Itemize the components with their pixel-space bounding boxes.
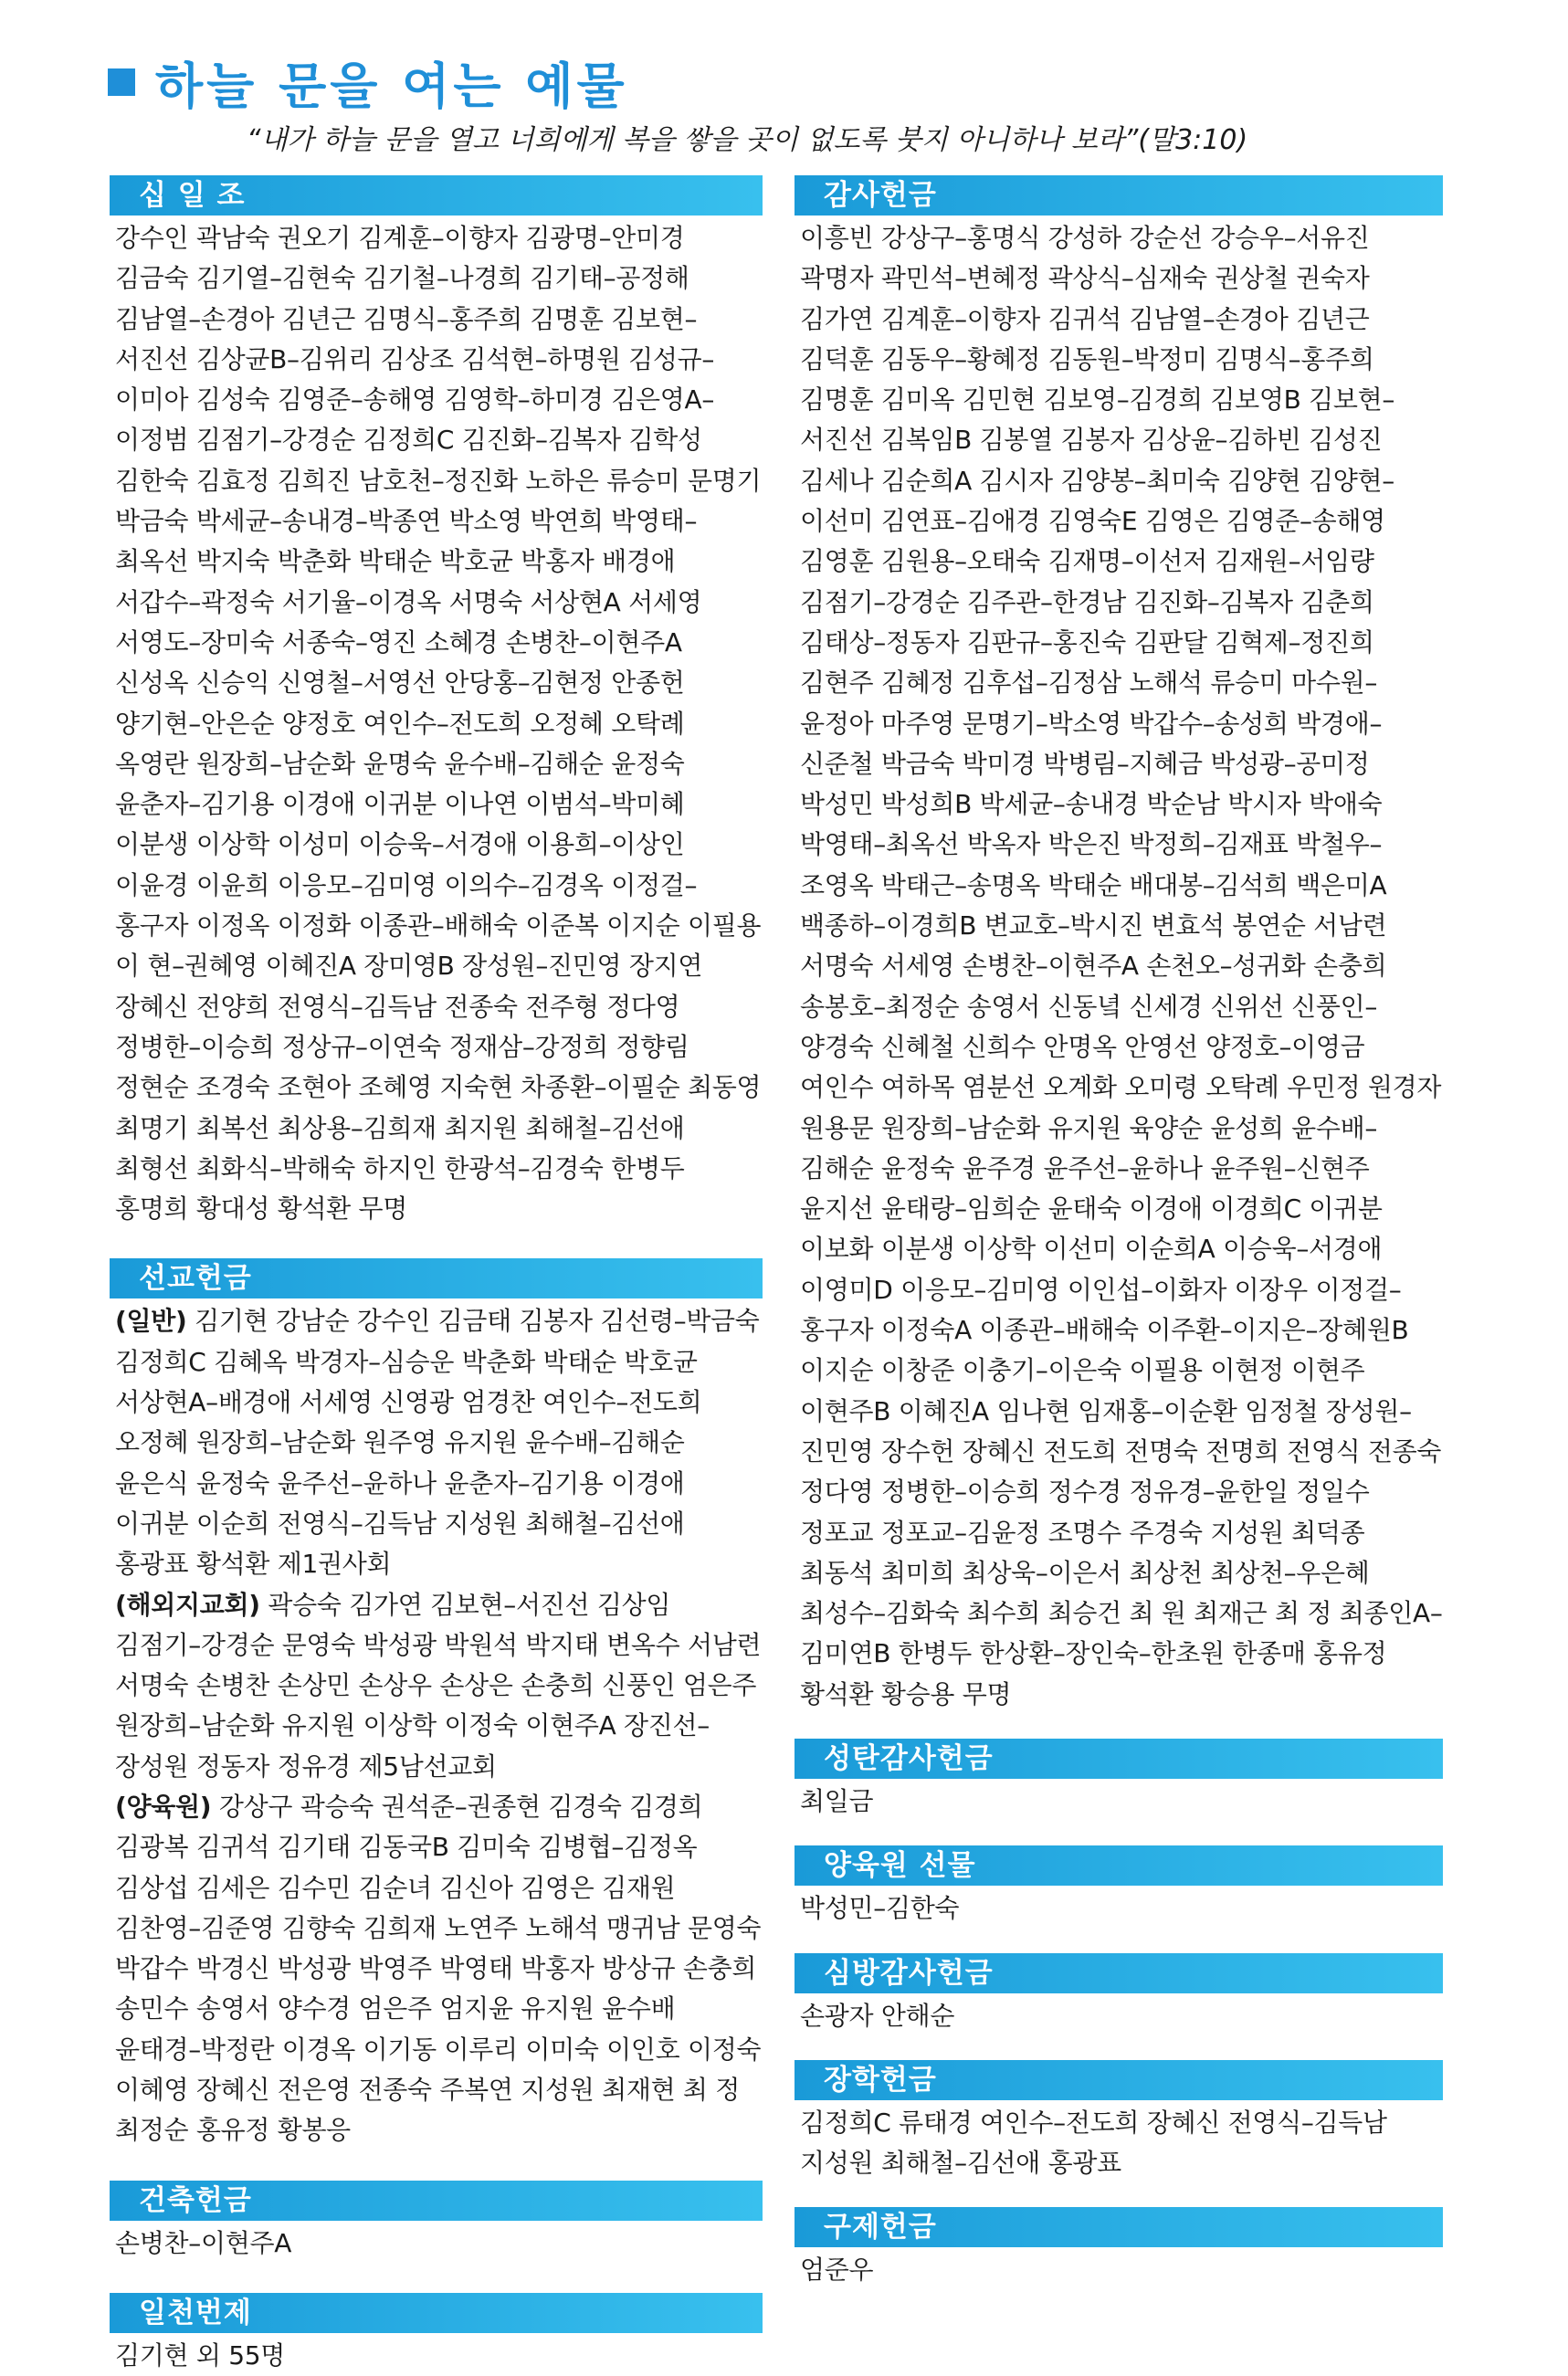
section-header-ilcheon: 일천번제 <box>110 2293 763 2333</box>
section-header-christmas: 성탄감사헌금 <box>795 1739 1443 1779</box>
scripture-verse: “내가 하늘 문을 열고 너희에게 복을 쌓을 곳이 없도록 붓지 아니하나 보라”(말3:10) <box>247 124 1248 156</box>
section-header-tithe: 십 일 조 <box>110 175 763 216</box>
section-text-tithe: 강수인 곽남숙 권오기 김계훈–이향자 김광명–안미경 김금숙 김기열–김현숙 김기철–나경희 김기태–공정해 김남열–손경아 김년근 김명식–홍주희 김명훈 김보현–서진선 김상균B–김위리 김상조 김석현–하명원 김성규–이미아 김성숙 김영준–송해영 김영학–하미경 김은영A–이정범 김점기–강경순 김정희C 김진화–김복자 김학성 김한숙 김효정 김희진 남호천–정진화 노하은 류승미 문명기 박금숙 박세균–송내경–박종연 박소영 박연희 박영태–최옥선 박지숙 박춘화 박태순 박호균 박홍자 배경애 서갑수–곽정숙 서기율–이경옥 서명숙 서상현A 서세영 서영도–장미숙 서종숙–영진 소혜경 손병찬–이현주A 신성옥 신승익 신영철–서영선 안당홍–김현정 안종헌 양기현–안은순 양정호 여인수–전도희 오정혜 오탁례 옥영란 원장희–남순화 윤명숙 윤수배–김해순 윤정숙 윤춘자–김기용 이경애 이귀분 이나연 이범석–박미혜 이분생 이상학 이성미 이승욱–서경애 이용희–이상인 이윤경 이윤희 이응모–김미영 이의수–김경옥 이정걸–홍구자 이정옥 이정화 이종관–배해숙 이준복 이지순 이필용 이 현–권혜영 이혜진A 장미영B 장성원–진민영 장지연 장혜신 전양희 전영식–김득남 전종숙 전주형 정다영 정병한–이승희 정상규–이연숙 정재삼–강정희 정향림 정현순 조경숙 조현아 조혜영 지숙현 차종환–이필순 최동영 최명기 최복선 최상용–김희재 최지원 최해철–김선애 최형선 최화식–박해숙 하지인 한광석–김경숙 한병두 홍명희 황대성 황석환 무명 <box>115 223 762 1225</box>
section-visit <box>795 1953 1443 2036</box>
page-header <box>108 50 628 114</box>
mission-nurture-text: 강상구 곽승숙 권석준–권종현 김경숙 김경희 김광복 김귀석 김기태 김동국B 김미숙 김병협–김정옥 김상섭 김세은 김수민 김순녀 김신아 김영은 김재원 김찬영–김준영 김향숙 김희재 노연주 노해석 맹귀남 문영숙 박갑수 박경신 박성광 박영주 박영태 박홍자 방상규 손충희 송민수 송영서 양수경 엄은주 엄지윤 유지원 윤수배 윤태경–박정란 이경옥 이기동 이루리 이미숙 이인호 이정숙 이혜영 장혜신 전은영 전종숙 주복연 지성원 최재현 최 정 최정순 홍유정 황봉응 <box>115 1791 762 2146</box>
left-column <box>110 175 763 2376</box>
section-text-thanks: 이흥빈 강상구–홍명식 강성하 강순선 강승우–서유진 곽명자 곽민석–변혜정 곽상식–심재숙 권상철 권숙자 김가연 김계훈–이향자 김귀석 김남열–손경아 김년근 김덕훈 김동우–황혜정 김동원–박정미 김명식–홍주희 김명훈 김미옥 김민현 김보영–김경희 김보영B 김보현–서진선 김복임B 김봉열 김봉자 김상윤–김하빈 김성진 김세나 김순희A 김시자 김양봉–최미숙 김양현 김양현–이선미 김연표–김애경 김영숙E 김영은 김영준–송해영 김영훈 김원용–오태숙 김재명–이선저 김재원–서임량 김점기–강경순 김주관–한경남 김진화–김복자 김춘희 김태상–정동자 김판규–홍진숙 김판달 김혁제–정진희 김현주 김혜정 김후섭–김정삼 노해석 류승미 마수원–윤정아 마주영 문명기–박소영 박갑수–송성희 박경애–신준철 박금숙 박미경 박병림–지혜금 박성광–공미정 박성민 박성희B 박세균–송내경 박순남 박시자 박애숙 박영태–최옥선 박옥자 박은진 박정희–김재표 박철우–조영옥 박태근–송명옥 박태순 배대봉–김석희 백은미A 백종하–이경희B 변교호–박시진 변효석 봉연순 서남련 서명숙 서세영 손병찬–이현주A 손천오–성귀화 손충희 송봉호–최정순 송영서 신동녘 신세경 신위선 신풍인–양경숙 신혜철 신희수 안명옥 안영선 양정호–이영금 여인수 여하목 염분선 오계화 오미령 오탁례 우민정 원경자 원용문 원장희–남순화 유지원 육양순 윤성희 윤수배–김해순 윤정숙 윤주경 윤주선–윤하나 윤주원–신현주 윤지선 윤태랑–임희순 윤태숙 이경애 이경희C 이귀분 이보화 이분생 이상학 이선미 이순희A 이승욱–서경애 이영미D 이응모–김미영 이인섭–이화자 이장우 이정걸–홍구자 이정숙A 이종관–배해숙 이주환–이지은–장혜원B 이지순 이창준 이충기–이은숙 이필용 이현정 이현주 이현주B 이혜진A 임나현 임재홍–이순환 임정철 장성원–진민영 장수헌 장혜신 전도희 전명숙 전명희 전영식 전종숙 정다영 정병한–이승희 정수경 정유경–윤한일 정일수 정포교 정포교–김윤정 조명수 주경숙 지성원 최덕종 최동석 최미희 최상욱–이은서 최상천 최상천–우은혜 최성수–김화숙 최수희 최승건 최 원 최재근 최 정 최종인A–김미연B 한병두 한상환–장인숙–한초원 한종매 홍유정 황석환 황승용 무명 <box>800 223 1443 1709</box>
section-scholarship <box>795 2060 1443 2184</box>
section-text-visit: 손광자 안해순 <box>800 2000 955 2031</box>
section-header-nurture-gift: 양육원 선물 <box>795 1845 1443 1886</box>
section-header-building: 건축헌금 <box>110 2181 763 2221</box>
mission-nurture-tag: (양육원) <box>115 1791 212 1822</box>
section-text-christmas: 최일금 <box>800 1785 874 1816</box>
mission-overseas-text: 곽승숙 김가연 김보현–서진선 김상임 김점기–강경순 문영숙 박성광 박원석 박지태 변옥수 서남련 서명숙 손병찬 손상민 손상우 손상은 손충희 신풍인 엄은주 원장희–남순화 유지원 이상학 이정숙 이현주A 장진선–장성원 정동자 정유경 제5남선교회 <box>115 1589 762 1782</box>
section-header-relief: 구제헌금 <box>795 2207 1443 2247</box>
section-text-building: 손병찬–이현주A <box>115 2227 292 2258</box>
section-text-mission <box>110 1298 763 2150</box>
section-header-mission: 선교헌금 <box>110 1258 763 1298</box>
mission-general-tag: (일반) <box>115 1306 187 1337</box>
section-tithe <box>110 175 763 1229</box>
section-header-scholarship: 장학헌금 <box>795 2060 1443 2100</box>
section-text-ilcheon: 김기현 외 55명 <box>115 2339 285 2371</box>
section-building <box>110 2181 763 2264</box>
mission-general-text: 김기현 강남순 강수인 김금태 김봉자 김선령–박금숙 김정희C 김혜옥 박경자–심승운 박춘화 박태순 박호균 서상현A–배경애 서세영 신영광 엄경찬 여인수–전도희 오정혜 원장희–남순화 원주영 유지원 윤수배–김해순 윤은식 윤정숙 윤주선–윤하나 윤춘자–김기용 이경애 이귀분 이순희 전영식–김득남 지성원 최해철–김선애 홍광표 황석환 제1권사회 <box>115 1306 760 1580</box>
section-ilcheon <box>110 2293 763 2376</box>
blue-square-icon <box>108 68 135 96</box>
section-nurture-gift <box>795 1845 1443 1929</box>
section-header-visit: 심방감사헌금 <box>795 1953 1443 1993</box>
section-text-relief: 엄준우 <box>800 2255 874 2286</box>
section-header-thanks: 감사헌금 <box>795 175 1443 216</box>
mission-overseas-tag: (해외지교회) <box>115 1589 260 1620</box>
section-christmas <box>795 1739 1443 1822</box>
section-text-nurture-gift: 박성민–김한숙 <box>800 1893 960 1924</box>
section-text-scholarship: 김정희C 류태경 여인수–전도희 장혜신 전영식–김득남 지성원 최해철–김선애 홍광표 <box>800 2107 1387 2179</box>
section-mission <box>110 1258 763 2150</box>
section-thanks <box>795 175 1443 1715</box>
page-title: 하늘 문을 여는 예물 <box>155 57 628 115</box>
right-column <box>795 175 1443 2291</box>
section-relief <box>795 2207 1443 2290</box>
